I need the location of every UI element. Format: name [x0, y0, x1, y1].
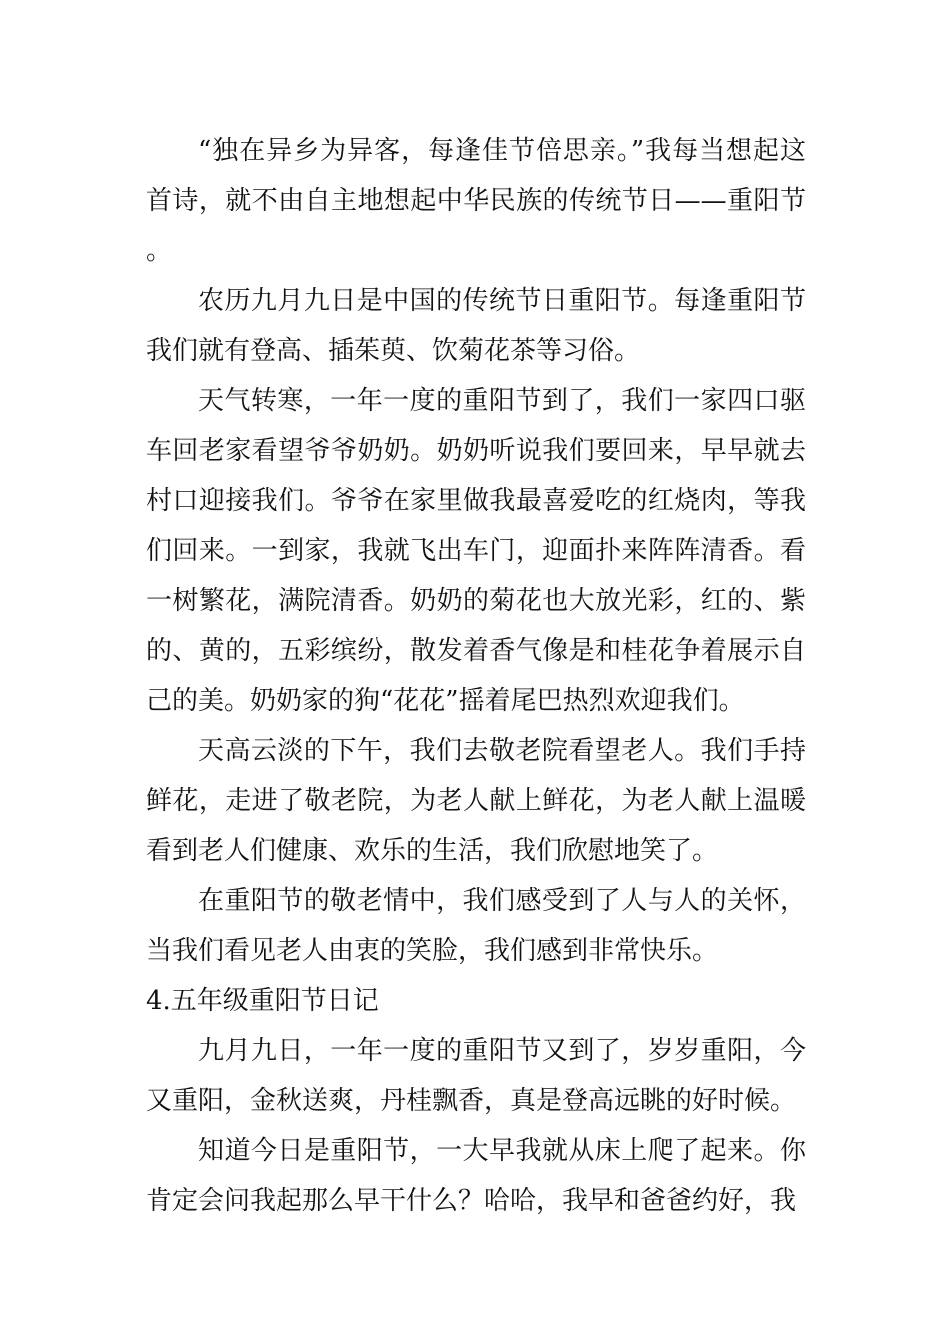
paragraph-section-opening: 九月九日，一年一度的重阳节又到了，岁岁重阳，今又重阳，金秋送爽，丹桂飘香，真是登高远眺的好时候。	[146, 1036, 806, 1116]
section-heading: 4.五年级重阳节日记	[146, 986, 379, 1016]
paragraph-poem-intro: “独在异乡为异客，每逢佳节倍思亲。”我每当想起这首诗，就不由自主地想起中华民族的传统节日——重阳节。	[146, 136, 806, 266]
document-body	[146, 126, 806, 1226]
paragraph-section-morning: 知道今日是重阳节，一大早我就从床上爬了起来。你肯定会问我起那么早干什么？哈哈，我早和爸爸约好，我	[146, 1136, 806, 1216]
paragraph-conclusion: 在重阳节的敬老情中，我们感受到了人与人的关怀，当我们看见老人由衷的笑脸，我们感到非常快乐。	[146, 886, 806, 966]
paragraph-nursing-home: 天高云淡的下午，我们去敬老院看望老人。我们手持鲜花，走进了敬老院，为老人献上鲜花，为老人献上温暖看到老人们健康、欢乐的生活，我们欣慰地笑了。	[146, 736, 806, 866]
paragraph-festival-date: 农历九月九日是中国的传统节日重阳节。每逢重阳节我们就有登高、插茱萸、饮菊花茶等习俗。	[146, 286, 806, 366]
paragraph-visit-grandparents: 天气转寒，一年一度的重阳节到了，我们一家四口驱车回老家看望爷爷奶奶。奶奶听说我们要回来，早早就去村口迎接我们。爷爷在家里做我最喜爱吃的红烧肉，等我们回来。一到家，我就飞出车门，迎面扑来阵阵清香。看一树繁花，满院清香。奶奶的菊花也大放光彩，红的、紫的、黄的，五彩缤纷，散发着香气像是和桂花争着展示自己的美。奶奶家的狗“花花”摇着尾巴热烈欢迎我们。	[146, 386, 806, 716]
